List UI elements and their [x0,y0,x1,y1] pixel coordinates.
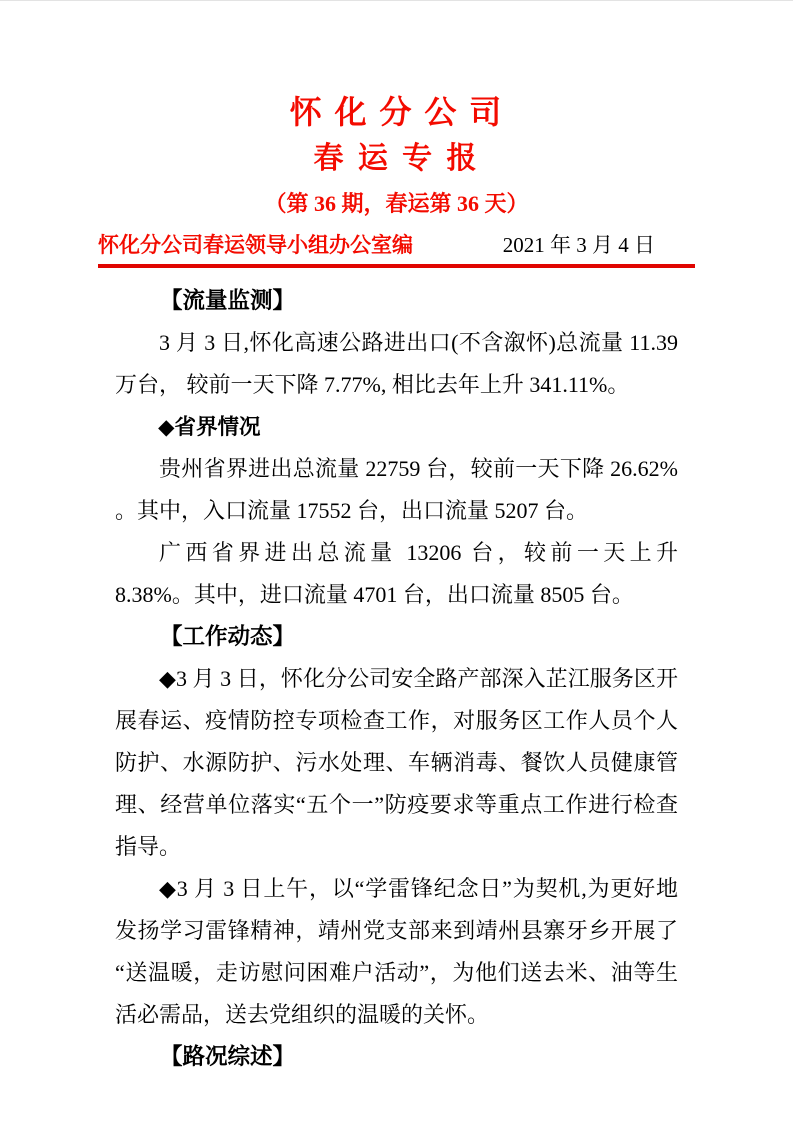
sub-header: ◆省界情况 [158,415,261,439]
paragraph: ◆3 月 3 日，怀化分公司安全路产部深入芷江服务区开展春运、疫情防控专项检查工作，对服务区工作人员个人防护、水源防护、污水处理、车辆消毒、餐饮人员健康管理、经营单位落实“五个一”防疫要求等重点工作进行检查指导。 [115,666,678,859]
masthead-rule [98,264,695,268]
page-subtitle: 春 运 专 报 [313,142,480,175]
section-header: 【工作动态】 [160,624,296,649]
content-blocks [98,280,695,1078]
masthead-editor: 怀化分公司春运领导小组办公室编 [98,234,413,257]
page-title: 怀 化 分 公 司 [289,94,504,130]
masthead-date: 2021 年 3 月 4 日 [502,233,655,257]
section-header: 【路况综述】 [160,1044,296,1069]
paragraph: ◆3 月 3 日上午，以“学雷锋纪念日”为契机,为更好地发扬学习雷锋精神，靖州党支部来到靖州县寨牙乡开展了“送温暖，走访慰问困难户活动”，为他们送去米、油等生活必需品，送去党组织的温暖的关怀。 [115,876,678,1027]
section-header: 【流量监测】 [160,288,296,313]
document-page [0,1,793,1122]
paragraph: 广西省界进出总流量 13206 台，较前一天上升 8.38%。其中，进口流量 4701 台，出口流量 8505 台。 [115,540,678,607]
paragraph: 3 月 3 日,怀化高速公路进出口(不含溆怀)总流量 11.39 万台， 较前一天下降 7.77%, 相比去年上升 341.11%。 [115,330,678,397]
issue-info: （第 36 期，春运第 36 天） [264,191,529,216]
paragraph: 贵州省界进出总流量 22759 台，较前一天下降 26.62% 。其中，入口流量 17552 台，出口流量 5207 台。 [115,456,678,523]
masthead [98,231,695,260]
